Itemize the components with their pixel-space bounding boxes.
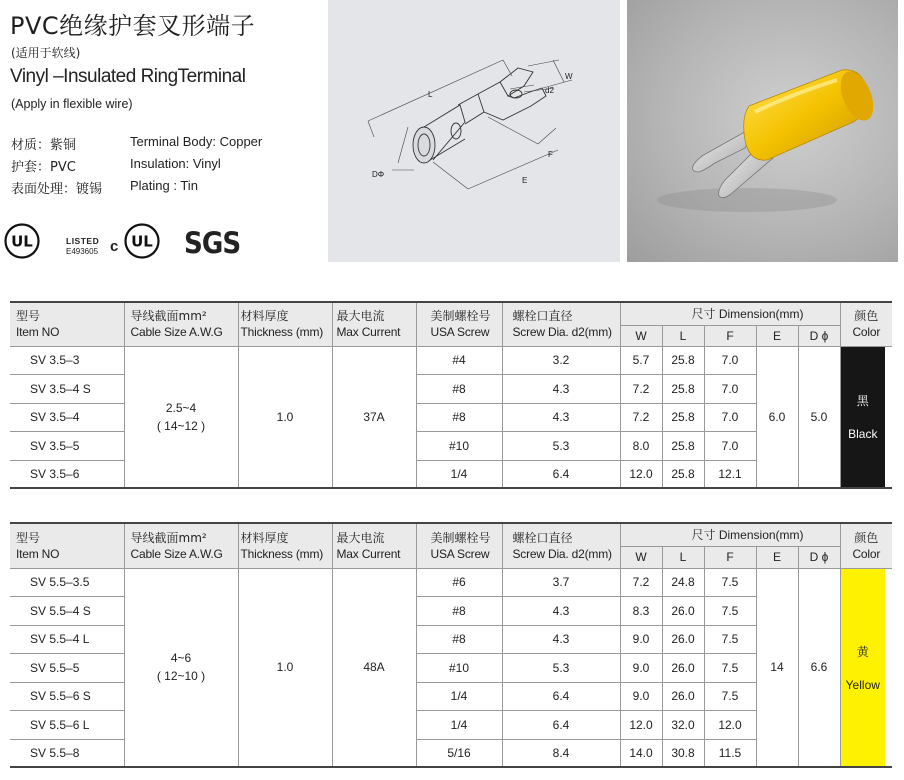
header-e: E (756, 325, 798, 346)
cell-w: 12.0 (620, 460, 662, 488)
drawing-label-e: E (522, 176, 528, 185)
cell-model: SV 3.5–4 S (10, 374, 124, 403)
cell-screw: #8 (416, 403, 502, 431)
cell-color (840, 346, 892, 488)
cable-awg: ( 14~12 ) (156, 418, 206, 433)
cell-l: 26.0 (662, 653, 704, 682)
cell-l: 25.8 (662, 403, 704, 431)
cell-w: 7.2 (620, 374, 662, 403)
cell-screw: #8 (416, 374, 502, 403)
page-subtitle-cn: (适用于软线) (11, 46, 81, 60)
cell-w: 12.0 (620, 710, 662, 739)
cell-d: 5.0 (798, 346, 840, 488)
header-dimension: 尺寸 Dimension(mm) (620, 523, 840, 546)
cell-screw: #8 (416, 596, 502, 625)
drawing-label-f: F (548, 150, 553, 159)
spec-material-cn: 材质：紫铜 (11, 138, 77, 153)
cable-mm2: 2.5~4 (165, 400, 197, 415)
drawing-label-l: L (428, 90, 433, 99)
cell-dia: 8.4 (502, 739, 620, 767)
cell-model: SV 3.5–4 (10, 403, 124, 431)
header-l: L (662, 546, 704, 568)
listed-code: E493605 (66, 247, 99, 256)
cell-thickness: 1.0 (238, 346, 332, 488)
cell-l: 26.0 (662, 625, 704, 653)
cell-d: 6.6 (798, 568, 840, 767)
cul-c-mark: c (110, 238, 119, 255)
cell-dia: 4.3 (502, 625, 620, 653)
cell-f: 7.0 (704, 403, 756, 431)
cell-screw: 1/4 (416, 682, 502, 710)
header-d: D ϕ (798, 325, 840, 346)
cell-f: 7.5 (704, 653, 756, 682)
product-photo (627, 0, 898, 262)
drawing-label-dphi: DΦ (372, 170, 385, 179)
color-en: Black (848, 427, 878, 442)
cell-thickness: 1.0 (238, 568, 332, 767)
cell-model: SV 5.5–5 (10, 653, 124, 682)
cable-awg: ( 12~10 ) (156, 669, 206, 684)
table-header-row (10, 302, 892, 325)
cell-f: 7.5 (704, 682, 756, 710)
yellow-fork-terminal-icon (627, 0, 898, 262)
spec-insulation-cn: 护套：PVC (11, 160, 76, 175)
header-cable-size: 导线截面mm² Cable Size A.W.G (124, 302, 238, 346)
header-max-current: 最大电流 Max Current (332, 523, 416, 568)
cell-model: SV 3.5–3 (10, 346, 124, 374)
cell-dia: 3.2 (502, 346, 620, 374)
cell-f: 7.0 (704, 346, 756, 374)
header-usa-screw: 美制螺栓号 USA Screw (416, 302, 502, 346)
cell-color (840, 568, 892, 767)
cell-max-current: 48A (332, 568, 416, 767)
cell-model: SV 3.5–5 (10, 431, 124, 460)
cell-f: 12.1 (704, 460, 756, 488)
table-row (10, 346, 892, 374)
listed-label: LISTED (66, 236, 100, 246)
spec-material-en: Terminal Body: Copper (130, 134, 263, 149)
drawing-label-d2: d2 (545, 86, 554, 95)
cell-f: 7.5 (704, 568, 756, 596)
header-color: 颜色 Color (840, 523, 892, 568)
header-w: W (620, 325, 662, 346)
header-f: F (704, 325, 756, 346)
cell-f: 7.0 (704, 431, 756, 460)
cell-dia: 4.3 (502, 374, 620, 403)
cul-logo-icon (124, 223, 160, 259)
cell-screw: #10 (416, 653, 502, 682)
cell-f: 7.0 (704, 374, 756, 403)
header-dimension: 尺寸 Dimension(mm) (620, 302, 840, 325)
spec-plating-cn: 表面处理：镀锡 (11, 182, 103, 197)
cell-w: 5.7 (620, 346, 662, 374)
cell-l: 26.0 (662, 596, 704, 625)
cell-dia: 5.3 (502, 431, 620, 460)
cell-screw: 5/16 (416, 739, 502, 767)
header-max-current: 最大电流 Max Current (332, 302, 416, 346)
cell-w: 14.0 (620, 739, 662, 767)
cell-dia: 3.7 (502, 568, 620, 596)
cell-e: 6.0 (756, 346, 798, 488)
color-cn: 黄 (856, 644, 869, 659)
sgs-logo: SGS (184, 226, 241, 260)
ul-logo-icon (4, 223, 40, 259)
table-header-row (10, 523, 892, 546)
cell-model: SV 5.5–6 L (10, 710, 124, 739)
cell-l: 30.8 (662, 739, 704, 767)
header-f: F (704, 546, 756, 568)
cell-cable-size (124, 568, 238, 767)
header-e: E (756, 546, 798, 568)
cell-l: 24.8 (662, 568, 704, 596)
cell-f: 7.5 (704, 625, 756, 653)
page-subtitle-en: (Apply in flexible wire) (11, 97, 133, 111)
cell-cable-size (124, 346, 238, 488)
cell-w: 9.0 (620, 625, 662, 653)
cell-screw: 1/4 (416, 710, 502, 739)
color-swatch-yellow (841, 569, 886, 767)
cell-model: SV 5.5–3.5 (10, 568, 124, 596)
header-color: 颜色 Color (840, 302, 892, 346)
cell-l: 26.0 (662, 682, 704, 710)
cell-w: 8.0 (620, 431, 662, 460)
header-screw-dia: 螺栓口直径 Screw Dia. d2(mm) (502, 302, 620, 346)
cell-w: 7.2 (620, 568, 662, 596)
header-cable-size: 导线截面mm² Cable Size A.W.G (124, 523, 238, 568)
cell-w: 8.3 (620, 596, 662, 625)
cell-l: 25.8 (662, 460, 704, 488)
header-thickness: 材料厚度 Thickness (mm) (238, 302, 332, 346)
spec-insulation-en: Insulation: Vinyl (130, 156, 221, 171)
header-d: D ϕ (798, 546, 840, 568)
cell-l: 25.8 (662, 431, 704, 460)
cell-l: 25.8 (662, 374, 704, 403)
cell-max-current: 37A (332, 346, 416, 488)
cell-w: 9.0 (620, 682, 662, 710)
color-en: Yellow (845, 677, 880, 692)
cell-dia: 4.3 (502, 403, 620, 431)
cell-screw: #6 (416, 568, 502, 596)
spec-table-sv55 (10, 522, 892, 768)
color-swatch-black (841, 347, 886, 488)
header-l: L (662, 325, 704, 346)
cell-f: 11.5 (704, 739, 756, 767)
cell-model: SV 3.5–6 (10, 460, 124, 488)
spec-table-sv35 (10, 301, 892, 489)
table-row (10, 568, 892, 596)
page-title-cn: PVC绝缘护套叉形端子 (10, 12, 256, 40)
ul-logo-text: UL (11, 232, 33, 251)
drawing-label-w: W (565, 72, 573, 81)
cell-model: SV 5.5–4 S (10, 596, 124, 625)
cell-screw: #10 (416, 431, 502, 460)
cell-screw: 1/4 (416, 460, 502, 488)
cell-dia: 4.3 (502, 596, 620, 625)
terminal-drawing-icon (328, 0, 620, 262)
cell-dia: 6.4 (502, 460, 620, 488)
header-usa-screw: 美制螺栓号 USA Screw (416, 523, 502, 568)
cell-w: 7.2 (620, 403, 662, 431)
cell-dia: 6.4 (502, 710, 620, 739)
header-thickness: 材料厚度 Thickness (mm) (238, 523, 332, 568)
cell-dia: 5.3 (502, 653, 620, 682)
cell-dia: 6.4 (502, 682, 620, 710)
cell-model: SV 5.5–4 L (10, 625, 124, 653)
cell-model: SV 5.5–8 (10, 739, 124, 767)
cell-l: 25.8 (662, 346, 704, 374)
cell-w: 9.0 (620, 653, 662, 682)
technical-drawing (328, 0, 620, 262)
cell-l: 32.0 (662, 710, 704, 739)
cell-screw: #8 (416, 625, 502, 653)
header-model: 型号 Item NO (10, 302, 124, 346)
cell-f: 7.5 (704, 596, 756, 625)
color-cn: 黑 (856, 394, 869, 409)
spec-plating-en: Plating : Tin (130, 178, 198, 193)
header-screw-dia: 螺栓口直径 Screw Dia. d2(mm) (502, 523, 620, 568)
header-model: 型号 Item NO (10, 523, 124, 568)
cable-mm2: 4~6 (170, 651, 192, 666)
cell-model: SV 5.5–6 S (10, 682, 124, 710)
cul-logo-text: UL (131, 232, 153, 251)
cell-e: 14 (756, 568, 798, 767)
header-w: W (620, 546, 662, 568)
cell-f: 12.0 (704, 710, 756, 739)
cell-screw: #4 (416, 346, 502, 374)
page-title-en: Vinyl –Insulated RingTerminal (10, 66, 246, 87)
